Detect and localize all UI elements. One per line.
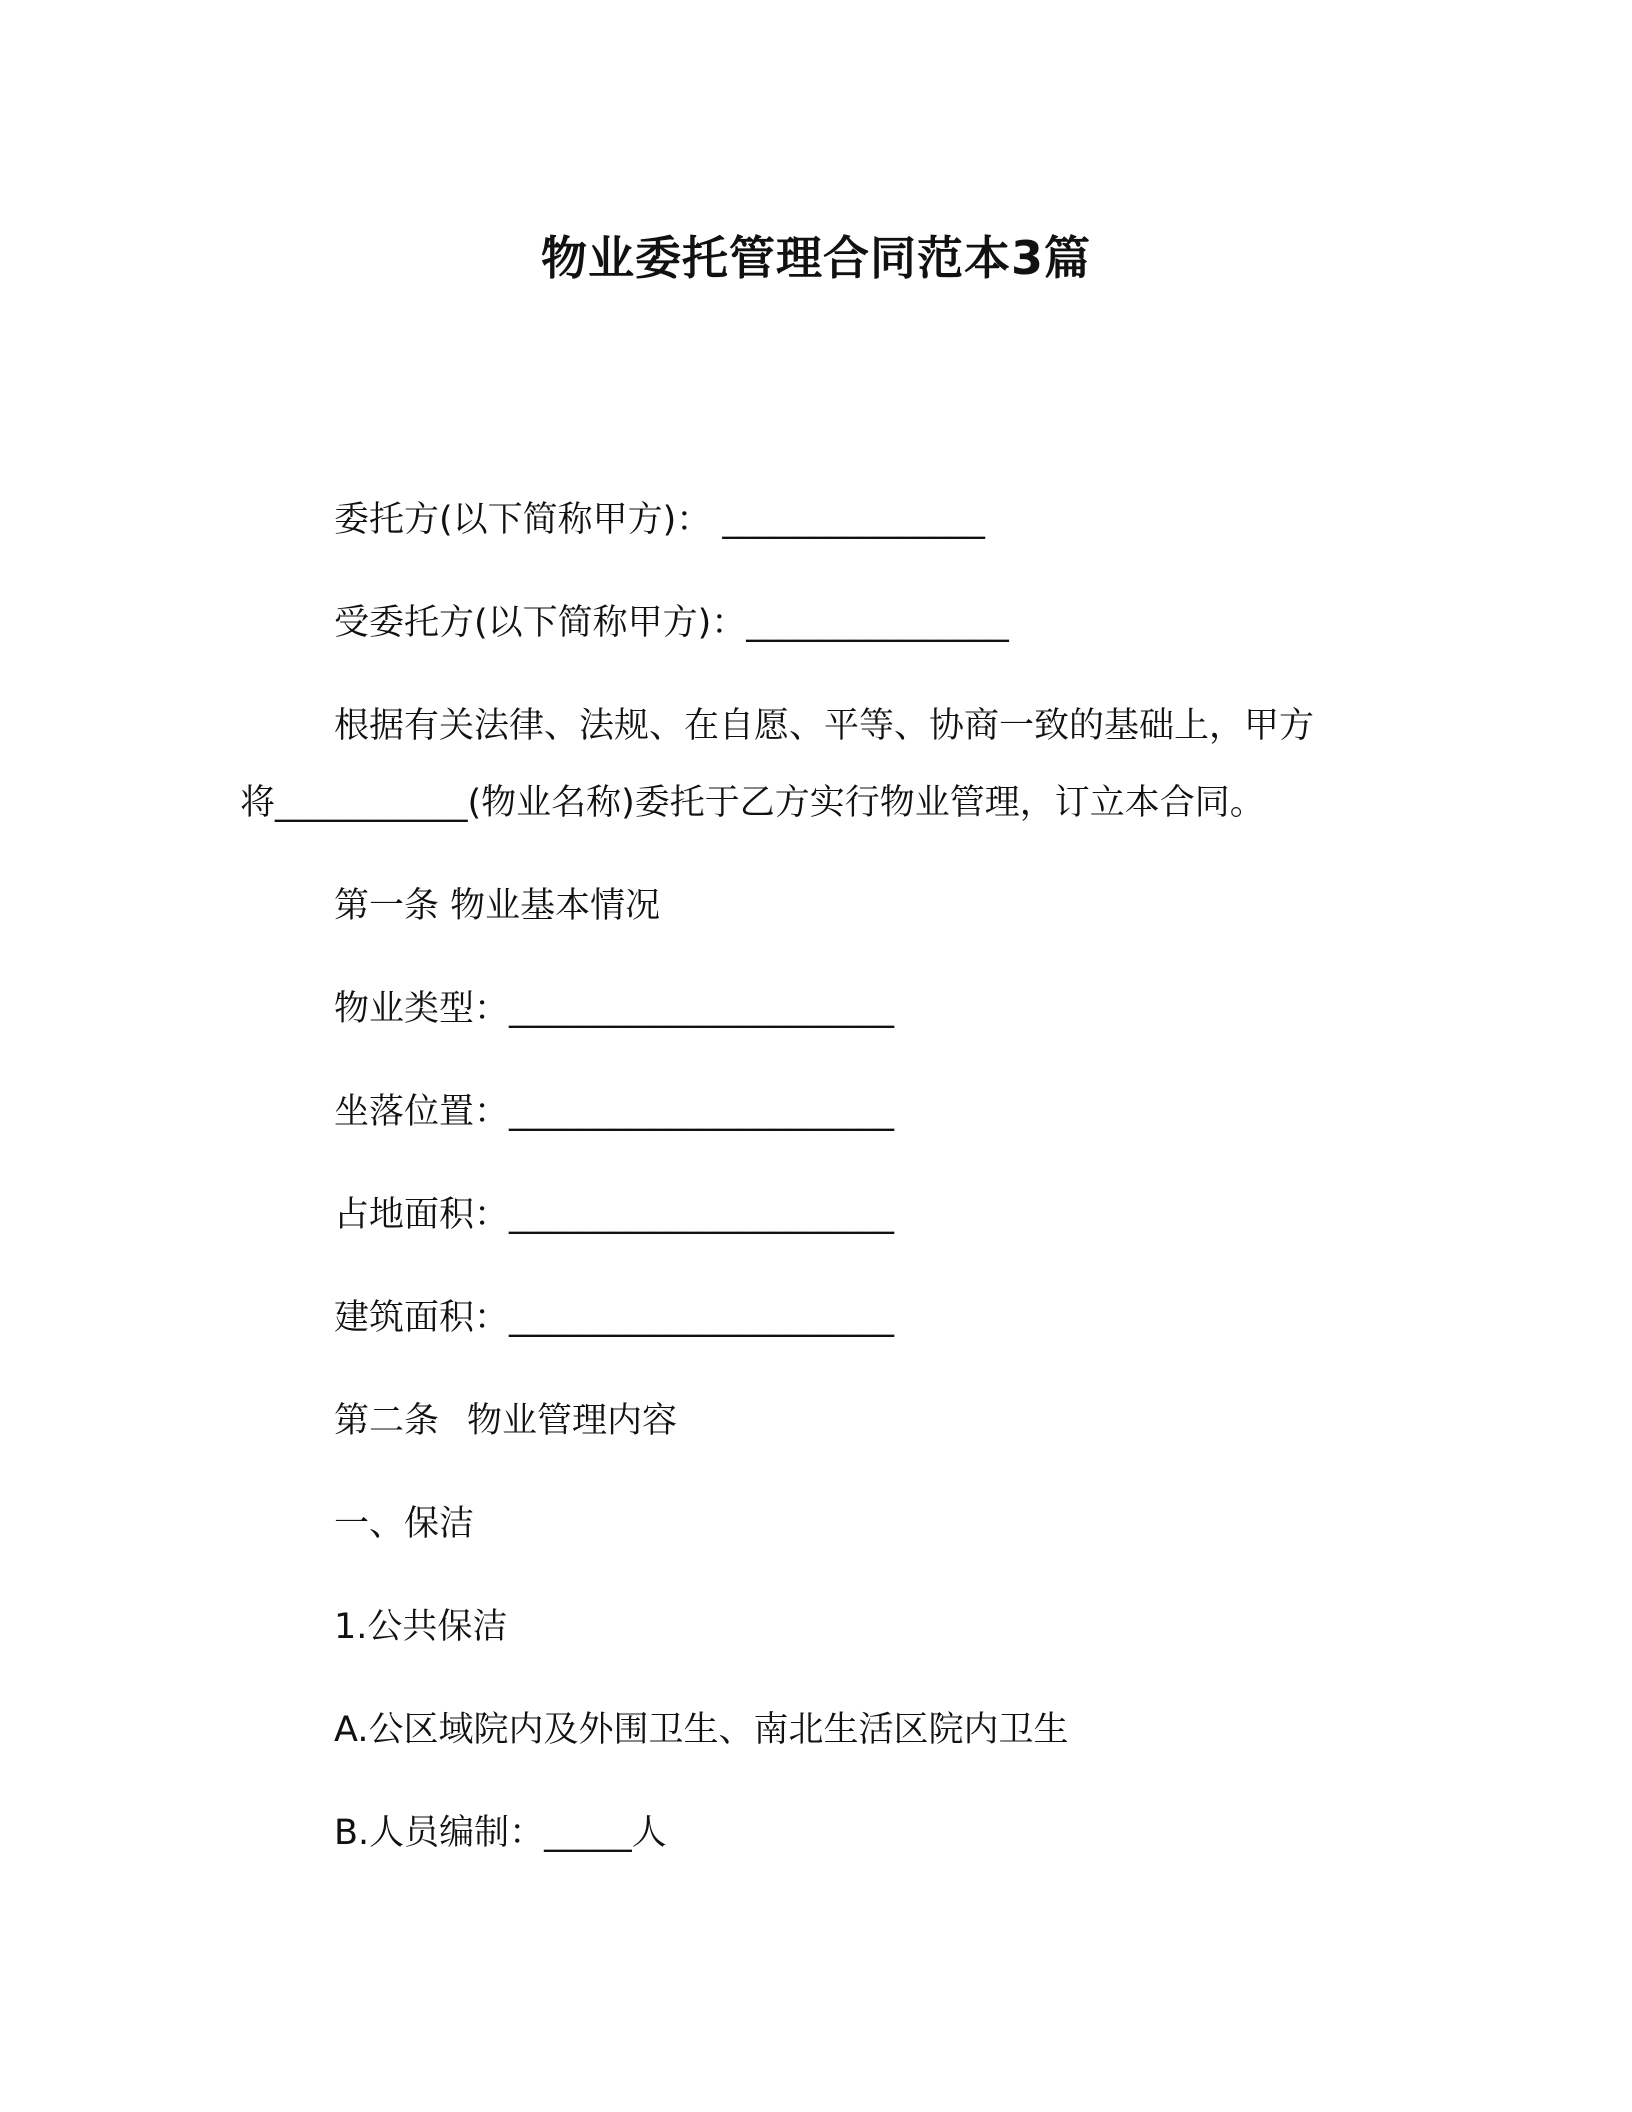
intro-paragraph-line-2: 将___________(物业名称)委托于乙方实行物业管理，订立本合同。 <box>240 783 1265 823</box>
property-type-field: 物业类型：______________________ <box>334 989 895 1029</box>
item-1: 1.公共保洁 <box>334 1607 508 1647</box>
intro-paragraph-line-1: 根据有关法律、法规、在自愿、平等、协商一致的基础上，甲方 <box>334 706 1315 746</box>
article-2-title: 物业管理内容 <box>467 1401 678 1441</box>
party-a-line: 委托方(以下简称甲方)： _______________ <box>334 500 985 540</box>
article-2-label: 第二条 <box>334 1401 440 1441</box>
section-1-heading: 一、保洁 <box>334 1504 475 1544</box>
location-field: 坐落位置：______________________ <box>334 1092 895 1132</box>
article-2-heading <box>334 1398 677 1444</box>
document-title: 物业委托管理合同范本3篇 <box>540 231 1091 285</box>
article-1-heading: 第一条 物业基本情况 <box>334 886 661 926</box>
item-b: B.人员编制：_____人 <box>334 1813 667 1853</box>
land-area-field: 占地面积：______________________ <box>334 1195 895 1235</box>
building-area-field: 建筑面积：______________________ <box>334 1298 895 1338</box>
item-a: A.公区域院内及外围卫生、南北生活区院内卫生 <box>334 1710 1069 1750</box>
party-b-line: 受委托方(以下简称甲方)：_______________ <box>334 603 1009 643</box>
